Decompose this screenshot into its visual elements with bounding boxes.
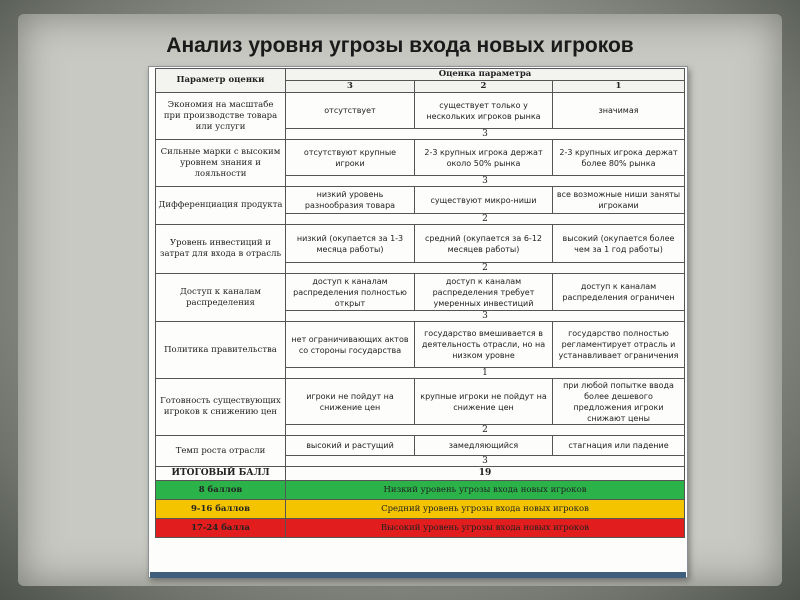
value-cell-1: при любой попытке ввода более дешевого предложения игроки снижают цены (553, 379, 685, 425)
score-cell: 2 (286, 263, 685, 274)
value-cell-2: существует только у нескольких игроков рынка (415, 93, 553, 129)
value-cell-1: высокий (окупается более чем за 1 год работы) (553, 225, 685, 263)
value-cell-2: замедляющийся (415, 436, 553, 456)
value-cell-2: государство вмешивается в деятельность отрасли, но на низком уровне (415, 322, 553, 368)
value-cell-3: нет ограничивающих актов со стороны государства (286, 322, 415, 368)
score-cell: 3 (286, 456, 685, 467)
total-label: ИТОГОВЫЙ БАЛЛ (156, 467, 286, 481)
param-cell: Экономия на масштабе при производстве товара или услуги (156, 93, 286, 140)
sheet-bottom-edge (150, 572, 686, 578)
value-cell-3: низкий уровень разнообразия товара (286, 187, 415, 214)
value-cell-1: 2-3 крупных игрока держат более 80% рынка (553, 140, 685, 176)
table-row (156, 274, 685, 311)
value-cell-2: средний (окупается за 6-12 месяцев работы) (415, 225, 553, 263)
value-cell-3: низкий (окупается за 1-3 месяца работы) (286, 225, 415, 263)
band-low (156, 481, 685, 500)
param-cell: Готовность существующих игроков к снижению цен (156, 379, 286, 436)
value-cell-1: доступ к каналам распределения ограничен (553, 274, 685, 311)
value-cell-3: доступ к каналам распределения полностью открыт (286, 274, 415, 311)
score-cell: 3 (286, 129, 685, 140)
table-row (156, 187, 685, 214)
value-cell-1: государство полностью регламентирует отрасль и устанавливает ограничения (553, 322, 685, 368)
header-row (156, 69, 685, 81)
value-cell-1: стагнация или падение (553, 436, 685, 456)
band-text: Высокий уровень угрозы входа новых игроков (286, 519, 685, 538)
band-high (156, 519, 685, 538)
value-cell-3: отсутствует (286, 93, 415, 129)
value-cell-3: игроки не пойдут на снижение цен (286, 379, 415, 425)
score-1-header: 1 (553, 81, 685, 93)
score-cell: 2 (286, 214, 685, 225)
table-row (156, 322, 685, 368)
value-cell-1: значимая (553, 93, 685, 129)
band-range: 17-24 балла (156, 519, 286, 538)
value-cell-2: крупные игроки не пойдут на снижение цен (415, 379, 553, 425)
score-3-header: 3 (286, 81, 415, 93)
score-cell: 2 (286, 425, 685, 436)
threat-analysis-table (155, 68, 685, 538)
table-row (156, 140, 685, 176)
param-cell: Сильные марки с высоким уровнем знания и лояльности (156, 140, 286, 187)
value-cell-1: все возможные ниши заняты игроками (553, 187, 685, 214)
table-row (156, 436, 685, 456)
band-text: Средний уровень угрозы входа новых игроков (286, 500, 685, 519)
total-value: 19 (286, 467, 685, 481)
table-row (156, 225, 685, 263)
value-cell-2: 2-3 крупных игрока держат около 50% рынка (415, 140, 553, 176)
score-2-header: 2 (415, 81, 553, 93)
param-cell: Доступ к каналам распределения (156, 274, 286, 322)
value-cell-2: существуют микро-ниши (415, 187, 553, 214)
band-range: 8 баллов (156, 481, 286, 500)
score-group-header: Оценка параметра (286, 69, 685, 81)
score-cell: 3 (286, 311, 685, 322)
value-cell-2: доступ к каналам распределения требует умеренных инвестиций (415, 274, 553, 311)
value-cell-3: высокий и растущий (286, 436, 415, 456)
table-row (156, 93, 685, 129)
value-cell-3: отсутствуют крупные игроки (286, 140, 415, 176)
band-medium (156, 500, 685, 519)
band-range: 9-16 баллов (156, 500, 286, 519)
total-row (156, 467, 685, 481)
param-header: Параметр оценки (156, 69, 286, 93)
param-cell: Дифференциация продукта (156, 187, 286, 225)
slide-title: Анализ уровня угрозы входа новых игроков (166, 34, 634, 57)
score-cell: 3 (286, 176, 685, 187)
score-cell: 1 (286, 368, 685, 379)
band-text: Низкий уровень угрозы входа новых игроков (286, 481, 685, 500)
param-cell: Политика правительства (156, 322, 286, 379)
param-cell: Темп роста отрасли (156, 436, 286, 467)
param-cell: Уровень инвестиций и затрат для входа в отрасль (156, 225, 286, 274)
table-row (156, 379, 685, 425)
